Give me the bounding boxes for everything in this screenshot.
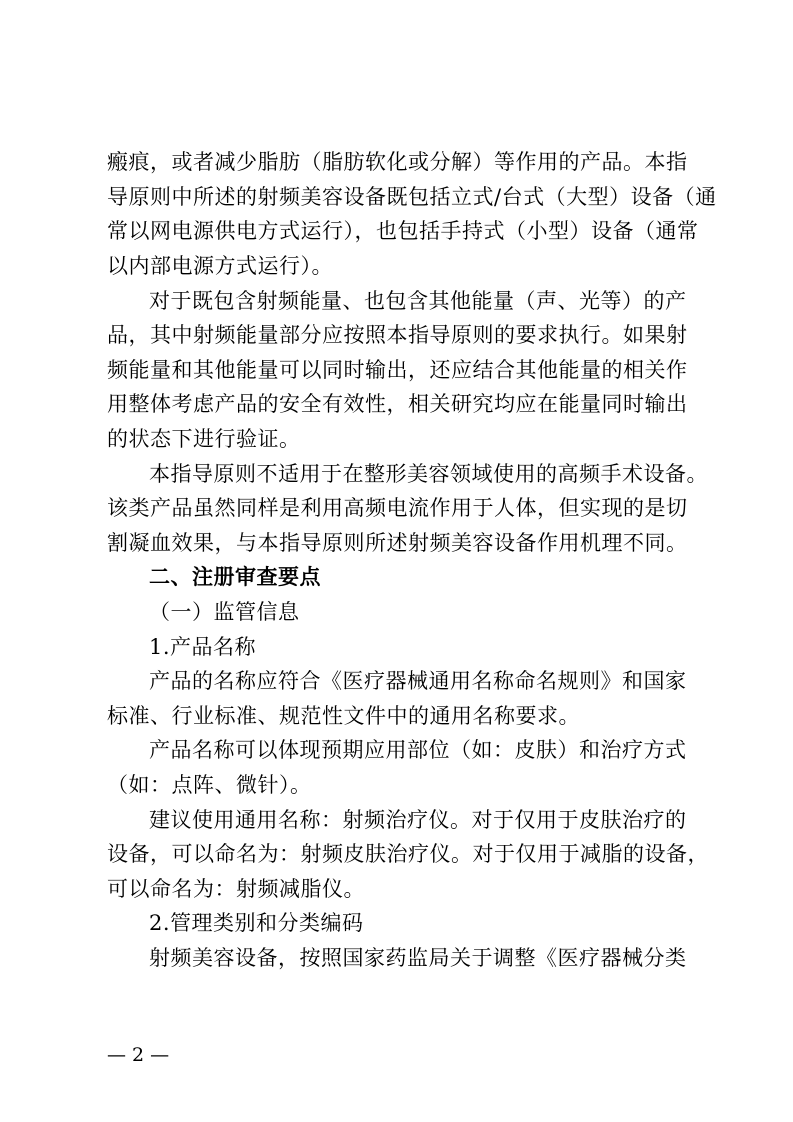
- body-text-line: 频能量和其他能量可以同时输出，还应结合其他能量的相关作: [107, 358, 688, 382]
- body-text-line: 用整体考虑产品的安全有效性，相关研究均应在能量同时输出: [107, 392, 688, 416]
- body-text-line: 以内部电源方式运行）。: [107, 254, 333, 278]
- body-text-line: 品，其中射频能量部分应按照本指导原则的要求执行。如果射: [107, 323, 688, 347]
- subsection-heading: （一）监管信息: [149, 600, 300, 624]
- body-text-line: （如：点阵、微针）。: [107, 773, 312, 797]
- body-text-line: 产品名称可以体现预期应用部位（如：皮肤）和治疗方式: [149, 738, 687, 762]
- body-text-line: 设备，可以命名为：射频皮肤治疗仪。对于仅用于减脂的设备，: [107, 842, 709, 866]
- section-heading: 二、注册审查要点: [149, 565, 321, 589]
- body-text-line: 割凝血效果，与本指导原则所述射频美容设备作用机理不同。: [107, 531, 688, 555]
- body-text-line: 导原则中所述的射频美容设备既包括立式/台式（大型）设备（通: [107, 185, 717, 209]
- body-text-line: 建议使用通用名称：射频治疗仪。对于仅用于皮肤治疗的: [149, 808, 687, 832]
- body-text-line: 对于既包含射频能量、也包含其他能量（声、光等）的产: [149, 289, 687, 313]
- page-number: — 2 —: [107, 1044, 170, 1066]
- body-text-line: 产品的名称应符合《医疗器械通用名称命名规则》和国家: [149, 669, 687, 693]
- body-text-line: 本指导原则不适用于在整形美容领域使用的高频手术设备。: [149, 462, 708, 486]
- body-text-line: 常以网电源供电方式运行），也包括手持式（小型）设备（通常: [107, 219, 699, 243]
- body-text-line: 的状态下进行验证。: [107, 427, 301, 451]
- body-text-line: 可以命名为：射频减脂仪。: [107, 877, 365, 901]
- body-text-line: 该类产品虽然同样是利用高频电流作用于人体，但实现的是切: [107, 496, 688, 520]
- body-text-line: 射频美容设备，按照国家药监局关于调整《医疗器械分类: [149, 946, 687, 970]
- body-text-line: 瘢痕，或者减少脂肪（脂肪软化或分解）等作用的产品。本指: [107, 150, 688, 174]
- item-heading: 2.管理类别和分类编码: [149, 911, 364, 935]
- body-text-line: 标准、行业标准、规范性文件中的通用名称要求。: [107, 704, 580, 728]
- item-heading: 1.产品名称: [149, 635, 257, 659]
